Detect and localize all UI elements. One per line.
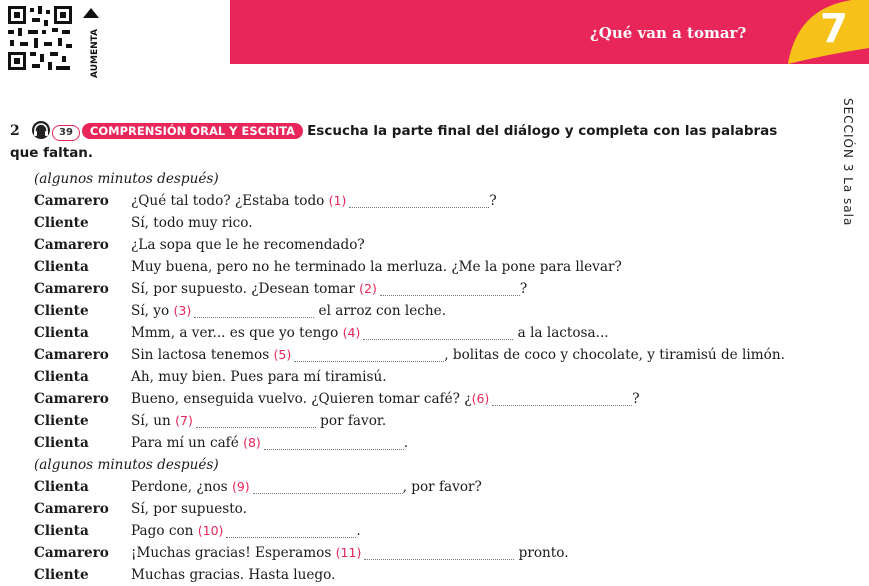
- skill-badge: COMPRENSIÓN ORAL Y ESCRITA: [82, 123, 303, 139]
- speaker-name: Camarero: [34, 347, 109, 363]
- dialogue-text: Sin lactosa tenemos: [131, 347, 274, 363]
- blank-number: (7): [175, 413, 193, 428]
- dialogue: [34, 168, 834, 586]
- blank-number: (3): [173, 303, 192, 318]
- dialogue-text: Perdone, ¿nos: [131, 479, 232, 495]
- dialogue-text: Sí, por supuesto. ¿Desean tomar: [131, 281, 360, 297]
- dialogue-text: pronto.: [514, 545, 569, 561]
- qr-code-icon[interactable]: [6, 4, 74, 72]
- dialogue-line: [34, 476, 834, 498]
- dialogue-text: Pago con: [131, 523, 198, 539]
- svg-text:AUMENTA: AUMENTA: [90, 28, 100, 78]
- header-band: [230, 0, 869, 64]
- blank-number: (4): [342, 325, 361, 340]
- answer-blank[interactable]: [380, 281, 520, 296]
- speaker-name: Camarero: [34, 237, 109, 253]
- dialogue-line: [34, 234, 834, 256]
- answer-blank[interactable]: [253, 479, 403, 494]
- activity-instruction: [10, 120, 800, 164]
- speaker-name: Clienta: [34, 369, 89, 385]
- stage-direction: (algunos minutos después): [34, 171, 219, 187]
- dialogue-text: Sí, un: [131, 413, 176, 429]
- dialogue-text: ¡Muchas gracias! Esperamos: [131, 545, 336, 561]
- answer-blank[interactable]: [294, 347, 444, 362]
- unit-number: 7: [820, 6, 848, 52]
- svg-text:SECCIÓN 3 La sala: SECCIÓN 3 La sala: [841, 98, 855, 226]
- dialogue-text: Ah, muy bien. Pues para mí tiramisú.: [131, 369, 387, 385]
- page-title: ¿Qué van a tomar?: [590, 24, 747, 42]
- dialogue-line: [34, 366, 834, 388]
- dialogue-line: [34, 454, 834, 476]
- dialogue-text: por favor.: [315, 413, 387, 429]
- dialogue-text: Para mí un café: [131, 435, 244, 451]
- dialogue-line: [34, 212, 834, 234]
- speaker-name: Clienta: [34, 325, 89, 341]
- blank-number: (11): [335, 545, 362, 560]
- dialogue-text: Muchas gracias. Hasta luego.: [131, 567, 336, 583]
- dialogue-line: [34, 278, 834, 300]
- dialogue-text: ?: [632, 391, 640, 407]
- dialogue-line: [34, 520, 834, 542]
- speaker-name: Clienta: [34, 435, 89, 451]
- dialogue-text: a la lactosa...: [513, 325, 609, 341]
- dialogue-text: ?: [519, 281, 528, 297]
- blank-number: (8): [243, 435, 261, 450]
- dialogue-line: [34, 564, 834, 586]
- dialogue-line: [34, 388, 834, 410]
- speaker-name: Camarero: [34, 193, 109, 209]
- activity-number: 2: [10, 123, 20, 139]
- dialogue-text: .: [356, 523, 361, 539]
- dialogue-line: [34, 190, 834, 212]
- page-header: [0, 0, 869, 78]
- dialogue-line: [34, 498, 834, 520]
- answer-blank[interactable]: [194, 303, 314, 318]
- speaker-name: Camarero: [34, 281, 109, 297]
- audio-track-number[interactable]: 39: [52, 125, 80, 141]
- speaker-name: Clienta: [34, 523, 89, 539]
- blank-number: (5): [273, 347, 292, 362]
- unit-number-badge: [782, 0, 869, 64]
- dialogue-line: [34, 322, 834, 344]
- headphones-icon[interactable]: [30, 121, 52, 139]
- answer-blank[interactable]: [363, 325, 513, 340]
- section-side-label: [836, 96, 860, 226]
- speaker-name: Camarero: [34, 545, 109, 561]
- dialogue-text: Sí, por supuesto.: [131, 501, 247, 517]
- dialogue-text: ¿La sopa que le he recomendado?: [131, 237, 365, 253]
- blank-number: (1): [328, 193, 347, 208]
- dialogue-text: ?: [489, 193, 497, 209]
- answer-blank[interactable]: [226, 523, 356, 538]
- dialogue-text: el arroz con leche.: [314, 303, 447, 319]
- aumenta-label: [78, 6, 104, 80]
- blank-number: (9): [231, 479, 250, 494]
- dialogue-line: [34, 432, 834, 454]
- dialogue-text: Sí, yo: [131, 303, 174, 319]
- dialogue-line: [34, 168, 834, 190]
- answer-blank[interactable]: [196, 413, 316, 428]
- instruction-text: Escucha la parte final del diálogo y completa con las palabras: [307, 123, 778, 139]
- dialogue-line: [34, 256, 834, 278]
- dialogue-text: Mmm, a ver... es que yo tengo: [131, 325, 343, 341]
- dialogue-text: , bolitas de coco y chocolate, y tiramisú de limón.: [444, 347, 785, 363]
- dialogue-text: Muy buena, pero no he terminado la merluza. ¿Me la pone para llevar?: [131, 259, 622, 275]
- answer-blank[interactable]: [349, 193, 489, 208]
- answer-blank[interactable]: [492, 391, 632, 406]
- dialogue-line: [34, 300, 834, 322]
- speaker-name: Cliente: [34, 303, 89, 319]
- dialogue-text: Bueno, enseguida vuelvo. ¿Quieren tomar café? ¿: [131, 391, 472, 407]
- blank-number: (2): [359, 281, 377, 296]
- stage-direction: (algunos minutos después): [34, 457, 219, 473]
- blank-number: (10): [197, 523, 224, 538]
- answer-blank[interactable]: [364, 545, 514, 560]
- dialogue-line: [34, 542, 834, 564]
- speaker-name: Clienta: [34, 259, 89, 275]
- dialogue-text: .: [403, 435, 409, 451]
- speaker-name: Cliente: [34, 413, 89, 429]
- blank-number: (6): [471, 391, 490, 406]
- dialogue-line: [34, 410, 834, 432]
- speaker-name: Camarero: [34, 391, 109, 407]
- speaker-name: Clienta: [34, 479, 89, 495]
- dialogue-text: Sí, todo muy rico.: [131, 215, 253, 231]
- answer-blank[interactable]: [264, 435, 404, 450]
- speaker-name: Camarero: [34, 501, 109, 517]
- speaker-name: Cliente: [34, 215, 89, 231]
- speaker-name: Cliente: [34, 567, 89, 583]
- instruction-text-continued: que faltan.: [10, 145, 94, 161]
- dialogue-text: ¿Qué tal todo? ¿Estaba todo: [131, 193, 329, 209]
- dialogue-text: , por favor?: [402, 479, 482, 495]
- dialogue-line: [34, 344, 834, 366]
